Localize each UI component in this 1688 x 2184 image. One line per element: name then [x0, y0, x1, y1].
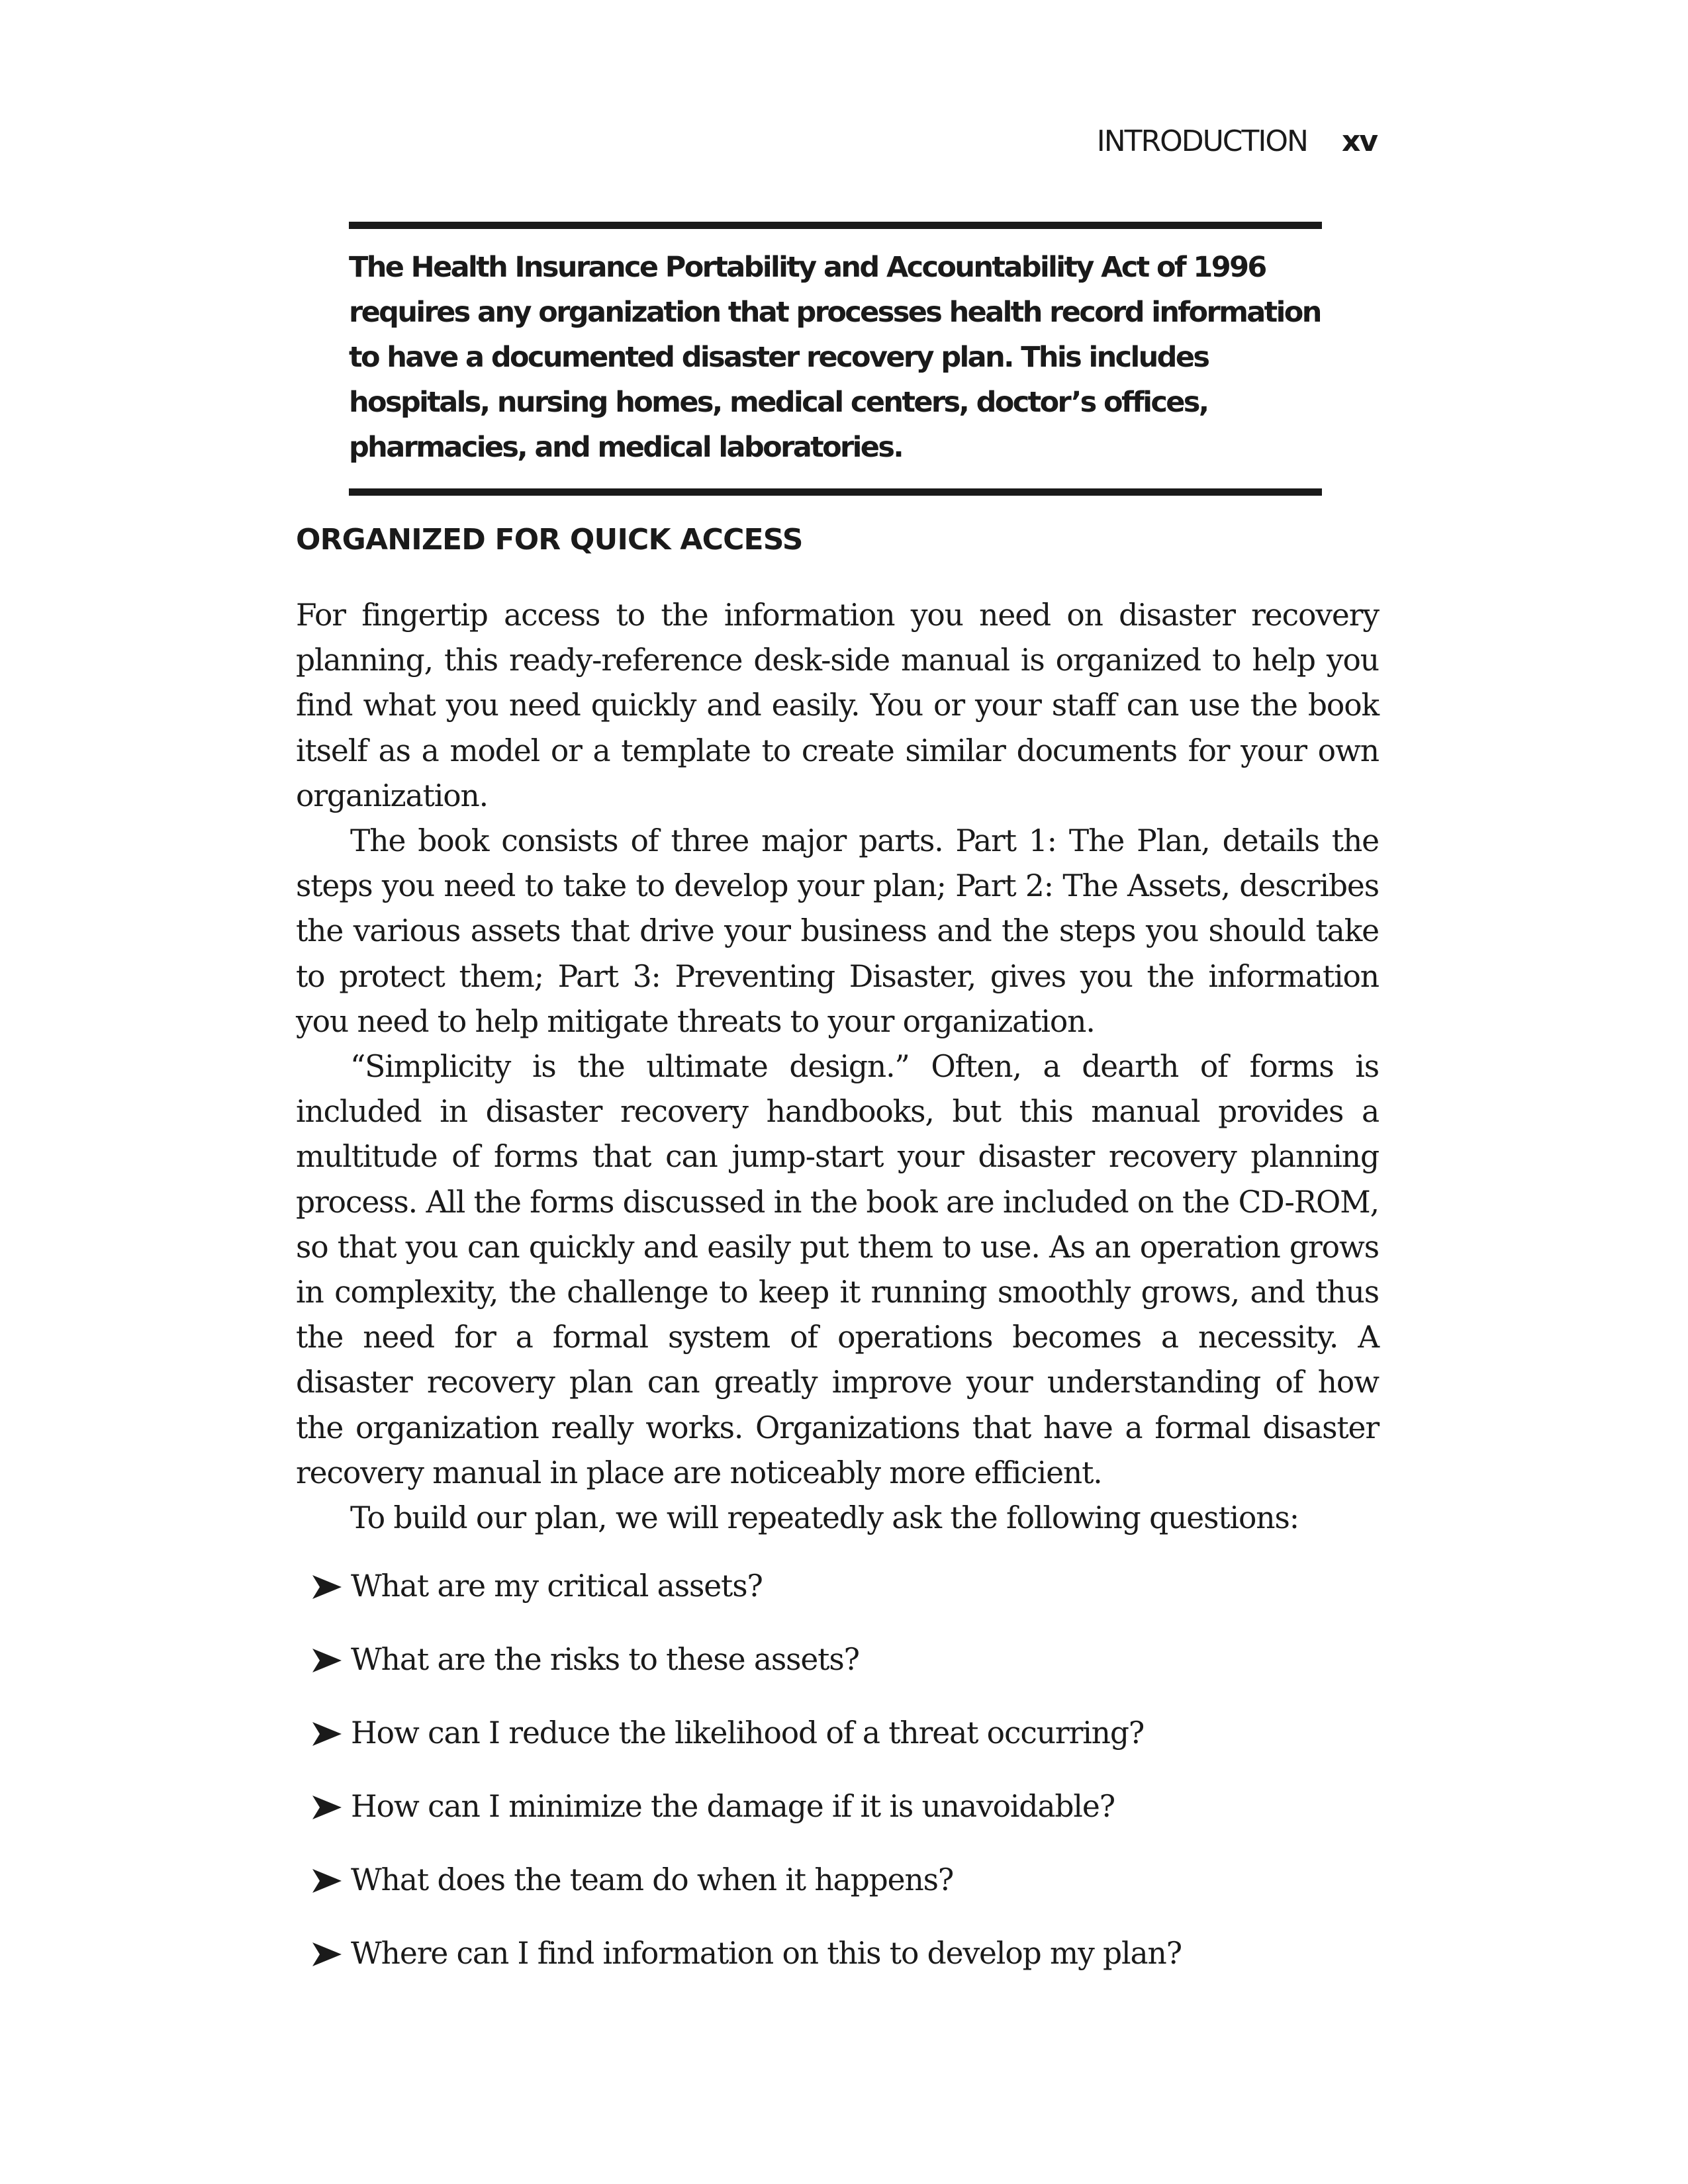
- page-number: xv: [1341, 124, 1377, 158]
- paragraph-book-parts: The book consists of three major parts. Part 1: The Plan, details the steps you need to take to develop your plan; Part 2: The Assets, describes the various assets that drive your business and the steps you should take to protect them; Part 3: Preventing Disaster, gives you the information you need to help mitigate threats to your organization.: [296, 823, 1379, 1039]
- paragraph-simplicity: “Simplicity is the ultimate design.” Often, a dearth of forms is included in disaster recovery handbooks, but this manual provides a multitude of forms that can jump-start your disaster recovery planning process. All the forms discussed in the book are included on the CD-ROM, so that you can quickly and easily put them to use. As an operation grows in complexity, the challenge to keep it running smoothly grows, and thus the need for a formal system of operations becomes a necessity. A disaster recovery plan can greatly improve your understanding of how the organization really works. Organizations that have a formal disaster recovery manual in place are noticeably more efficient.: [296, 1049, 1379, 1490]
- question-text: What does the team do when it happens?: [351, 1862, 954, 1897]
- list-item: [311, 1715, 1182, 1789]
- arrowhead-bullet-icon: [311, 1719, 343, 1749]
- question-text: What are the risks to these assets?: [351, 1642, 859, 1677]
- callout-bottom-rule: [349, 488, 1322, 496]
- list-item: [311, 1789, 1182, 1862]
- callout-top-rule: [349, 222, 1322, 229]
- list-item: [311, 1569, 1182, 1642]
- arrowhead-bullet-icon: [311, 1646, 343, 1675]
- question-text: What are my critical assets?: [351, 1569, 763, 1604]
- hipaa-callout-box: [349, 222, 1322, 496]
- body-text: [296, 593, 1379, 1541]
- arrowhead-bullet-icon: [311, 1940, 343, 1969]
- paragraph-intro: For fingertip access to the information you need on disaster recovery planning, this ready-reference desk-side manual is organized to help you find what you need quickly and easily. You or your staff can use the book itself as a model or a template to create similar documents for your own organization.: [296, 598, 1379, 813]
- question-text: How can I minimize the damage if it is unavoidable?: [351, 1789, 1115, 1824]
- callout-text: The Health Insurance Portability and Accountability Act of 1996 requires any organization that processes health record information to have a documented disaster recovery plan. This includes hospitals, nursing homes, medical centers, doctor’s offices, pharmacies, and medical laboratories.: [349, 251, 1321, 464]
- arrowhead-bullet-icon: [311, 1793, 343, 1822]
- section-heading: ORGANIZED FOR QUICK ACCESS: [296, 523, 803, 557]
- question-list: [311, 1569, 1182, 2009]
- question-text: How can I reduce the likelihood of a threat occurring?: [351, 1715, 1145, 1751]
- list-item: [311, 1862, 1182, 1936]
- arrowhead-bullet-icon: [311, 1866, 343, 1895]
- list-item: [311, 1642, 1182, 1715]
- running-head: [1097, 124, 1377, 158]
- list-item: [311, 1936, 1182, 2009]
- paragraph-questions-lead: To build our plan, we will repeatedly ask the following questions:: [350, 1500, 1299, 1536]
- running-head-section: INTRODUCTION: [1096, 124, 1307, 158]
- arrowhead-bullet-icon: [311, 1572, 343, 1602]
- question-text: Where can I find information on this to develop my plan?: [351, 1936, 1182, 1971]
